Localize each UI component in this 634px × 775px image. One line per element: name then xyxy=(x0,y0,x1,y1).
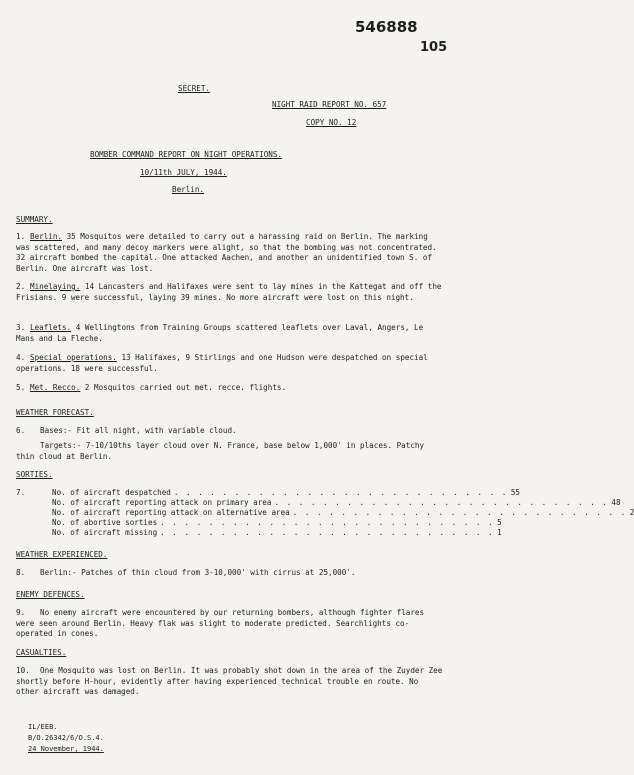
sorties-table xyxy=(52,488,634,538)
casualties-body: One Mosquito was lost on Berlin. It was probably shot down in the area of the Zuyder Zee shortly before H-hour, evidently after having experienced technical trouble en route. No other aircraft was damaged. xyxy=(16,666,443,696)
sorties-row xyxy=(52,498,621,508)
leader-dots: . . . . . . . . . . . . . . . . . . . . . . . . . . . . xyxy=(160,528,495,537)
item-label: Met. Recco. xyxy=(30,383,81,392)
report-target: Berlin. xyxy=(172,185,205,194)
sorties-row-label: No. of aircraft reporting attack on primary area xyxy=(52,498,272,507)
item-number: 6. xyxy=(16,426,26,435)
enemy-defences-heading: ENEMY DEFENCES. xyxy=(16,590,85,599)
sorties-row-value: 55 xyxy=(510,488,520,497)
weather-experienced-text xyxy=(16,568,444,579)
report-number: NIGHT RAID REPORT NO. 657 xyxy=(272,100,387,109)
casualties-text xyxy=(16,666,444,698)
sorties-row-label: No. of aircraft reporting attack on alternative area xyxy=(52,508,290,517)
summary-item-special-operations xyxy=(16,353,444,374)
item-number: 9. xyxy=(16,608,26,617)
leader-dots: . . . . . . . . . . . . . . . . . . . . . . . . . . . . xyxy=(292,508,627,517)
footer-date: 24 November, 1944. xyxy=(28,745,104,753)
item-number: 10. xyxy=(16,666,30,675)
item-label: Berlin. xyxy=(30,232,63,241)
sorties-row xyxy=(52,508,634,518)
summary-item-met-recco xyxy=(16,383,444,394)
item-text: 13 Halifaxes, 9 Stirlings and one Hudson were despatched on special operations. 18 were successful. xyxy=(16,353,428,373)
sorties-row-value: 2 xyxy=(629,508,634,517)
item-text: 35 Mosquitos were detailed to carry out a harassing raid on Berlin. The marking was scattered, and many decoy markers were alight, so that the bombing was not concentrated. 32 aircraft bombed the capital. One attacked Aachen, and another an unidentified town S. of Berlin. One aircraft was lost. xyxy=(16,232,437,273)
footer-initials: IL/EEB. xyxy=(28,723,58,731)
copy-number: COPY NO. 12 xyxy=(306,118,357,127)
item-label: Minelaying. xyxy=(30,282,81,291)
summary-heading: SUMMARY. xyxy=(16,215,53,224)
item-text: 14 Lancasters and Halifaxes were sent to lay mines in the Kattegat and off the Frisians. 9 were successful, laying 39 mines. No more aircraft were lost on this night. xyxy=(16,282,442,302)
enemy-defences-body: No enemy aircraft were encountered by our returning bombers, although fighter flares were seen around Berlin. Heavy flak was slight to moderate predicted. Searchlights co-operated in cones. xyxy=(16,608,425,638)
sorties-row xyxy=(52,528,502,538)
report-title: BOMBER COMMAND REPORT ON NIGHT OPERATIONS. xyxy=(90,150,283,159)
sorties-number: 7. xyxy=(16,488,26,497)
sorties-row-label: No. of abortive sorties xyxy=(52,518,158,527)
sorties-heading: SORTIES. xyxy=(16,470,53,479)
weather-forecast-bases xyxy=(16,426,444,437)
footer-reference: B/O.26342/6/O.S.4. xyxy=(28,734,104,742)
sorties-row-label: No. of aircraft despatched xyxy=(52,488,171,497)
item-text: 4 Wellingtons from Training Groups scattered leaflets over Laval, Angers, Le Mans and La Fleche. xyxy=(16,323,424,343)
item-number: 3. xyxy=(16,323,26,332)
summary-item-minelaying xyxy=(16,282,444,303)
weather-forecast-targets: Targets:- 7-10/10ths layer cloud over N. France, base below 1,000' in places. Patchy thin cloud at Berlin. xyxy=(16,441,425,461)
weather-forecast-heading: WEATHER FORECAST. xyxy=(16,408,94,417)
summary-item-leaflets xyxy=(16,323,444,344)
sorties-row xyxy=(52,488,520,498)
classification: SECRET. xyxy=(178,84,211,93)
summary-item-berlin xyxy=(16,232,444,274)
item-number: 2. xyxy=(16,282,26,291)
item-label: Special operations. xyxy=(30,353,117,362)
leader-dots: . . . . . . . . . . . . . . . . . . . . . . . . . . . . xyxy=(274,498,609,507)
item-number: 4. xyxy=(16,353,26,362)
page-number: 105 xyxy=(420,40,448,55)
sorties-row-value: 1 xyxy=(497,528,502,537)
report-date: 10/11th JULY, 1944. xyxy=(140,168,227,177)
serial-number: 546888 xyxy=(355,18,418,36)
weather-experienced-body: Berlin:- Patches of thin cloud from 3-10,000' with cirrus at 25,000'. xyxy=(40,568,356,577)
sorties-row-label: No. of aircraft missing xyxy=(52,528,158,537)
weather-experienced-heading: WEATHER EXPERIENCED. xyxy=(16,550,108,559)
leader-dots: . . . . . . . . . . . . . . . . . . . . . . . . . . . . xyxy=(160,518,495,527)
item-number: 8. xyxy=(16,568,26,577)
sorties-row-value: 5 xyxy=(497,518,502,527)
item-number: 1. xyxy=(16,232,26,241)
casualties-heading: CASUALTIES. xyxy=(16,648,67,657)
bases-text: Bases:- Fit all night, with variable cloud. xyxy=(40,426,237,435)
item-number: 5. xyxy=(16,383,26,392)
enemy-defences-text xyxy=(16,608,444,640)
sorties-row xyxy=(52,518,502,528)
sorties-row-value: 48 xyxy=(611,498,621,507)
leader-dots: . . . . . . . . . . . . . . . . . . . . . . . . . . . . xyxy=(173,488,508,497)
item-text: 2 Mosquitos carried out met. recce. flights. xyxy=(80,383,287,392)
item-label: Leaflets. xyxy=(30,323,72,332)
